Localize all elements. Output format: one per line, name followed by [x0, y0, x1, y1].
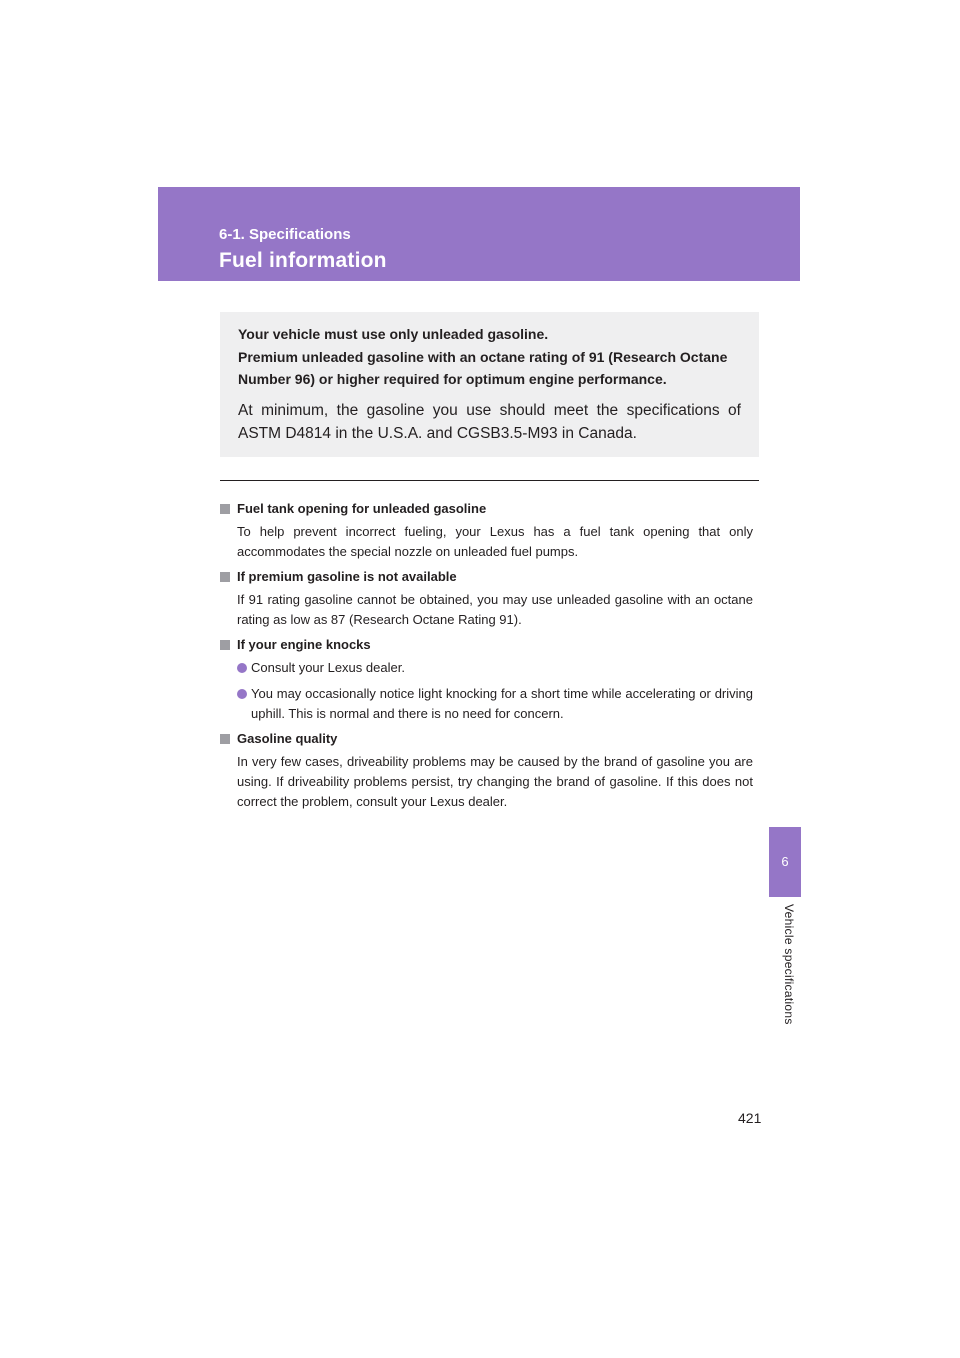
square-icon — [220, 640, 230, 650]
section-heading — [220, 500, 753, 518]
section-heading-text: If premium gasoline is not available — [237, 569, 457, 584]
section-heading — [220, 730, 753, 748]
bullet-text: You may occasionally notice light knocking for a short time while accelerating or driving uphill. This is normal and there is no need for concern. — [251, 686, 753, 721]
bullet-text: Consult your Lexus dealer. — [251, 660, 405, 675]
bullet-item — [237, 684, 753, 724]
intro-bold-line: Your vehicle must use only unleaded gasoline. — [238, 326, 549, 342]
section-text: To help prevent incorrect fueling, your Lexus has a fuel tank opening that only accommodates the special nozzle on unleaded fuel pumps. — [237, 524, 753, 559]
content — [220, 500, 753, 818]
section-heading — [220, 568, 753, 586]
section-label: 6-1. Specifications — [219, 226, 351, 243]
intro-text: At minimum, the gasoline you use should meet the specifications of ASTM D4814 in the U.S.A. and CGSB3.5-M93 in Canada. — [238, 401, 741, 442]
intro-box — [220, 312, 759, 457]
page-number: 421 — [738, 1110, 762, 1126]
bullet-item — [237, 658, 753, 678]
divider — [220, 480, 759, 481]
chapter-tab: 6 — [769, 827, 801, 897]
intro-bold-line: Premium unleaded gasoline with an octane rating of 91 (Research Octane Number 96) or higher required for optimum engine performance. — [238, 348, 728, 387]
section-text: In very few cases, driveability problems may be caused by the brand of gasoline you are using. If driveability problems persist, try changing the brand of gasoline. If this does not correct the problem, consult your Lexus dealer. — [237, 754, 753, 809]
section-heading-text: Gasoline quality — [237, 731, 338, 746]
circle-icon — [237, 689, 247, 699]
section-heading-text: If your engine knocks — [237, 637, 371, 652]
chapter-header — [158, 187, 800, 281]
section-heading-text: Fuel tank opening for unleaded gasoline — [237, 501, 487, 516]
square-icon — [220, 734, 230, 744]
square-icon — [220, 572, 230, 582]
section-heading — [220, 636, 753, 654]
circle-icon — [237, 663, 247, 673]
page-title: Fuel information — [219, 249, 387, 272]
chapter-side-label: Vehicle specifications — [782, 904, 796, 1025]
square-icon — [220, 504, 230, 514]
section-text: If 91 rating gasoline cannot be obtained, you may use unleaded gasoline with an octane rating as low as 87 (Research Octane Rating 91). — [237, 592, 753, 627]
